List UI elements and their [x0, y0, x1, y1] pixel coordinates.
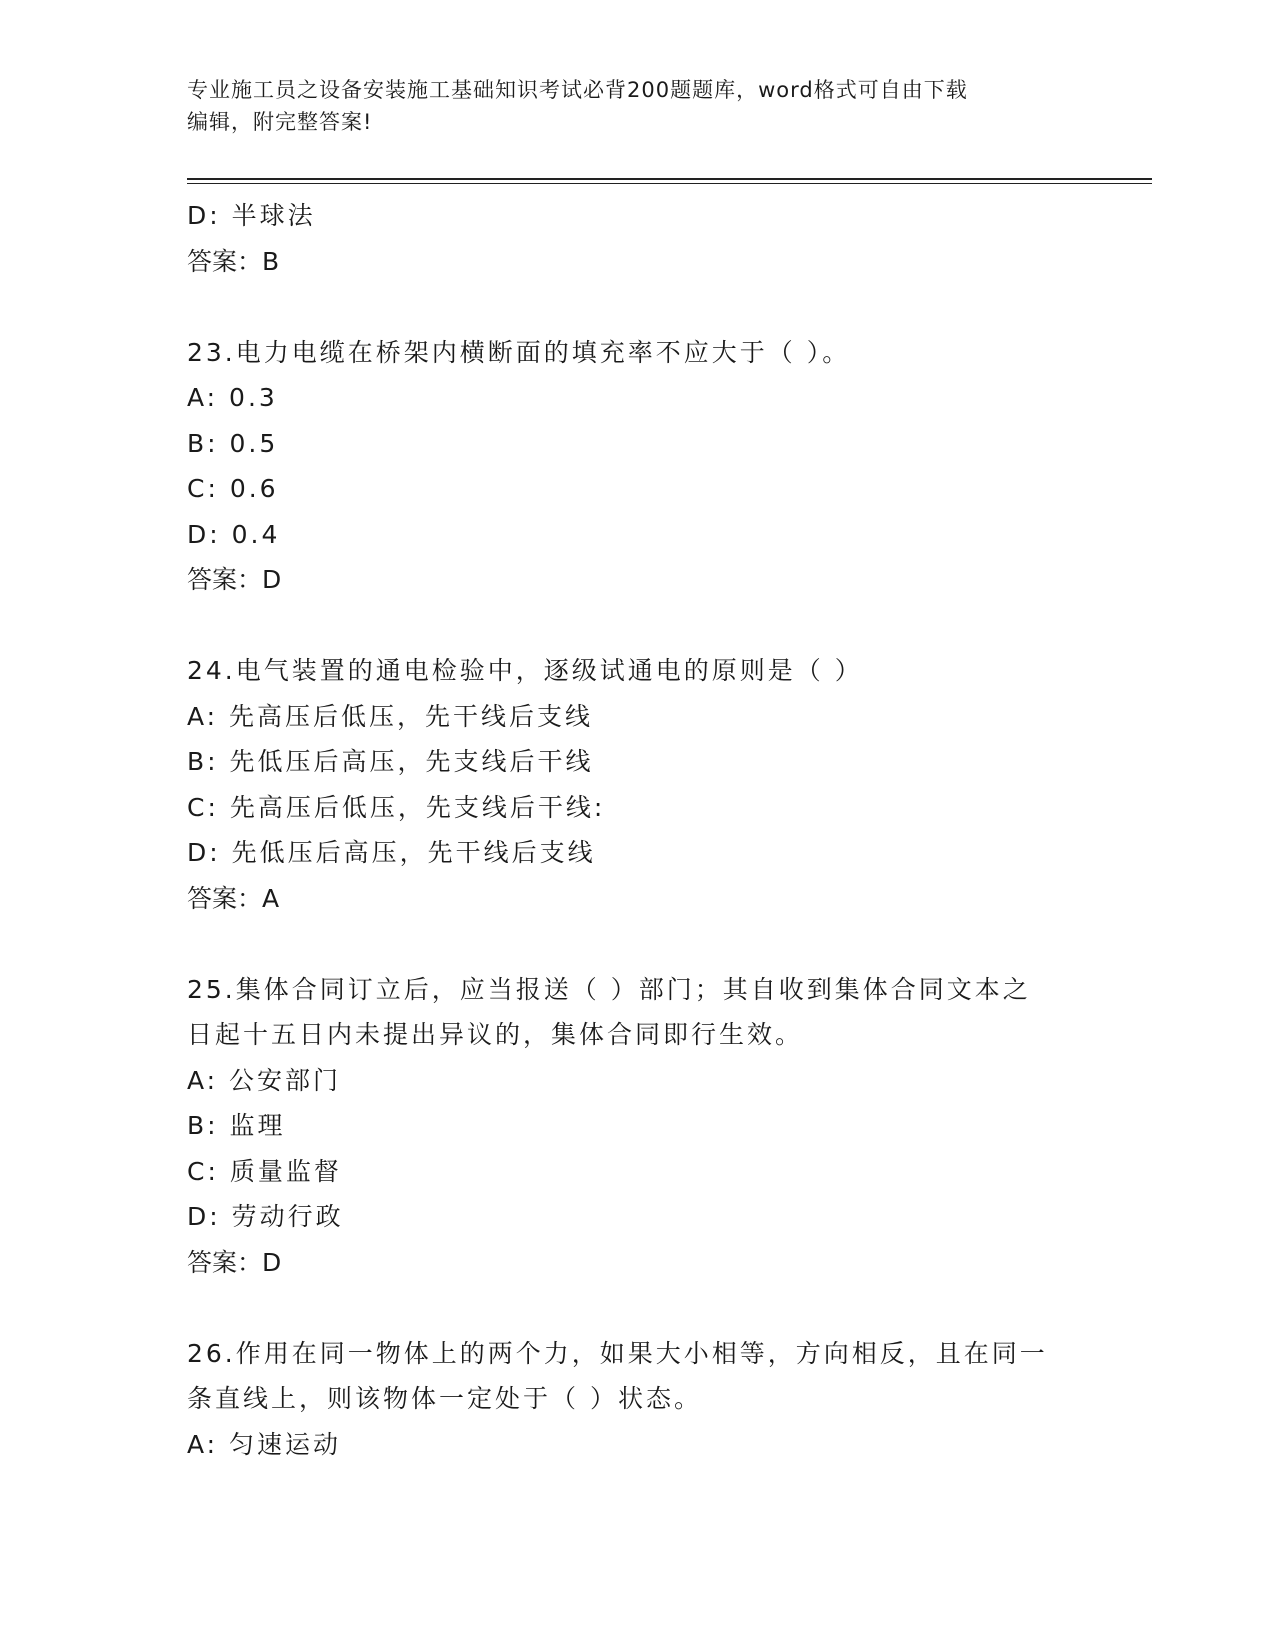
question-stem-line1: 26.作用在同一物体上的两个力，如果大小相等，方向相反，且在同一 — [187, 1338, 1048, 1368]
question-stem-line2: 日起十五日内未提出异议的，集体合同即行生效。 — [187, 1020, 804, 1049]
page-header — [187, 74, 1087, 138]
spacer — [187, 284, 1087, 330]
question-stem-line1: 25.集体合同订立后，应当报送（ ）部门；其自收到集体合同文本之 — [187, 974, 1031, 1004]
option-a: A: 匀速运动 — [187, 1429, 342, 1459]
answer: 答案：D — [187, 1247, 282, 1277]
question-26 — [187, 1331, 1087, 1468]
option-a: A: 0.3 — [187, 383, 278, 412]
q22-option-d: D: 半球法 — [187, 201, 316, 230]
spacer — [187, 921, 1087, 967]
spacer — [187, 1285, 1087, 1331]
option-c: C: 质量监督 — [187, 1156, 342, 1186]
question-stem: 24.电气装置的通电检验中，逐级试通电的原则是（ ） — [187, 656, 863, 685]
answer: 答案：A — [187, 883, 280, 913]
header-title-line2: 编辑，附完整答案! — [187, 110, 373, 134]
question-25 — [187, 967, 1087, 1286]
option-b: B: 0.5 — [187, 428, 279, 458]
option-b: B: 先低压后高压，先支线后干线 — [187, 747, 594, 776]
question-stem: 23.电力电缆在桥架内横断面的填充率不应大于（ ）。 — [187, 337, 851, 367]
answer: 答案：D — [187, 565, 282, 594]
header-divider-thick — [187, 178, 1152, 180]
question-23 — [187, 330, 1087, 603]
header-divider-thin — [187, 183, 1152, 184]
question-stem-line2: 条直线上，则该物体一定处于（ ）状态。 — [187, 1384, 702, 1413]
option-d: D: 先低压后高压，先干线后支线 — [187, 838, 596, 867]
header-title-line1: 专业施工员之设备安装施工基础知识考试必背200题题库，word格式可自由下载 — [187, 78, 968, 102]
spacer — [187, 603, 1087, 649]
option-a: A: 先高压后低压，先干线后支线 — [187, 701, 594, 731]
document-body — [187, 193, 1087, 1467]
option-c: C: 0.6 — [187, 474, 279, 503]
q22-answer: 答案：B — [187, 246, 280, 276]
question-24 — [187, 648, 1087, 921]
option-b: B: 监理 — [187, 1111, 286, 1140]
option-a: A: 公安部门 — [187, 1065, 342, 1095]
option-d: D: 劳动行政 — [187, 1202, 344, 1231]
option-d: D: 0.4 — [187, 519, 281, 549]
option-c: C: 先高压后低压，先支线后干线: — [187, 792, 606, 822]
